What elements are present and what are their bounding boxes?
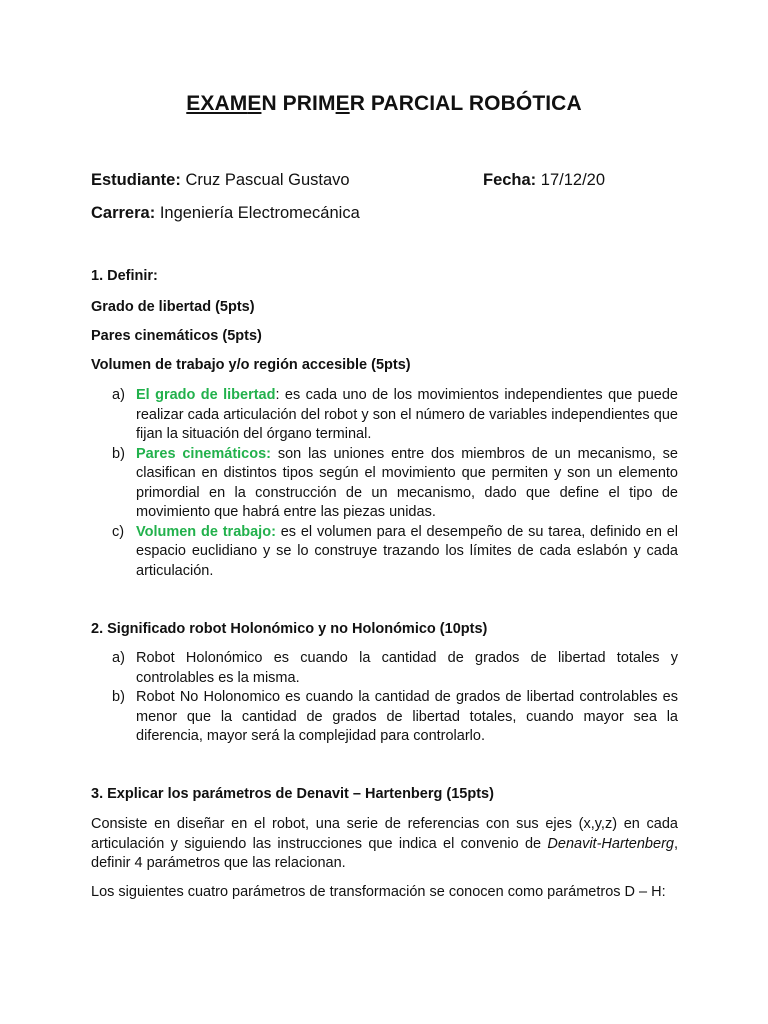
defined-term: Pares cinemáticos: [136,445,271,462]
title-part-3: N PRIM [261,92,336,115]
item-text: Robot Holonómico es cuando la cantidad de grados de libertad totales y controlables es la misma. [136,650,678,686]
title-part-5: R PARCIAL ROBÓTICA [349,92,582,115]
student-value: Cruz Pascual Gustavo [185,171,350,189]
definition-text: son las uniones entre dos miembros de un mecanismo, se clasifican en distintos tipos según el movimiento que permiten y son un elemento primordial en la construcción de un mecanismo, dado que define el tipo de movimiento que habrá entre las piezas unidas. [136,445,678,520]
date-label: Fecha: [483,171,537,189]
section3-paragraph-1 [91,815,678,874]
section2-list [91,649,678,747]
section1-prompt-2: Pares cinemáticos (5pts) [91,328,262,344]
list-item [91,688,678,747]
section1-prompt-3: Volumen de trabajo y/o región accesible (5pts) [91,357,411,373]
career-label: Carrera: [91,204,156,222]
student-label: Estudiante: [91,171,181,189]
section3-heading: 3. Explicar los parámetros de Denavit – Hartenberg (15pts) [91,786,494,802]
list-item [91,649,678,688]
list-marker: a) [112,650,125,666]
section2-heading: 2. Significado robot Holonómico y no Holonómico (10pts) [91,621,488,637]
section1-list [91,386,678,581]
definition-text: : es cada uno de los movimientos independientes que puede realizar cada articulación del robot y son el número de variables independientes que fijan la situación del órgano terminal. [136,387,678,442]
title-part-underlined-2: E [247,92,262,115]
paragraph-italic-term: Denavit-Hartenberg [547,835,674,852]
student-line [91,171,350,190]
career-line [91,204,360,223]
career-value: Ingeniería Electromecánica [159,204,360,222]
list-item [91,523,678,582]
date-value: 17/12/20 [540,171,606,189]
list-marker: b) [112,689,125,705]
defined-term: El grado de libertad [136,387,276,403]
section3-paragraph-2: Los siguientes cuatro parámetros de transformación se conocen como parámetros D – H: [91,884,666,900]
list-marker: c) [112,523,125,540]
list-item [91,445,678,523]
title-part-underlined-4: E [335,92,350,115]
paragraph-text-end: , definir 4 parámetros que las relacionan. [91,835,678,871]
section1-prompt-1: Grado de libertad (5pts) [91,299,255,315]
list-item [91,386,678,445]
title-part-underlined-1: EXAM [186,92,248,115]
paragraph-text: Consiste en diseñar en el robot, una serie de referencias con sus ejes (x,y,z) en cada articulación y siguiendo las instrucciones que indica el convenio de [91,816,678,852]
date-line [483,171,605,190]
definition-text: es el volumen para el desempeño de su tarea, definido en el espacio euclidiano y se lo construye trazando los límites de cada eslabón y cada articulación. [136,523,679,579]
section1-heading: 1. Definir: [91,268,158,284]
list-marker: b) [112,445,125,462]
exam-title [0,92,768,116]
item-text: Robot No Holonomico es cuando la cantidad de grados de libertad controlables es menor que la cantidad de grados de libertad totales, cuando mayor sea la diferencia, mayor será la complejidad para controlarlo. [136,689,678,744]
defined-term: Volumen de trabajo: [136,523,276,540]
list-marker: a) [112,387,125,403]
